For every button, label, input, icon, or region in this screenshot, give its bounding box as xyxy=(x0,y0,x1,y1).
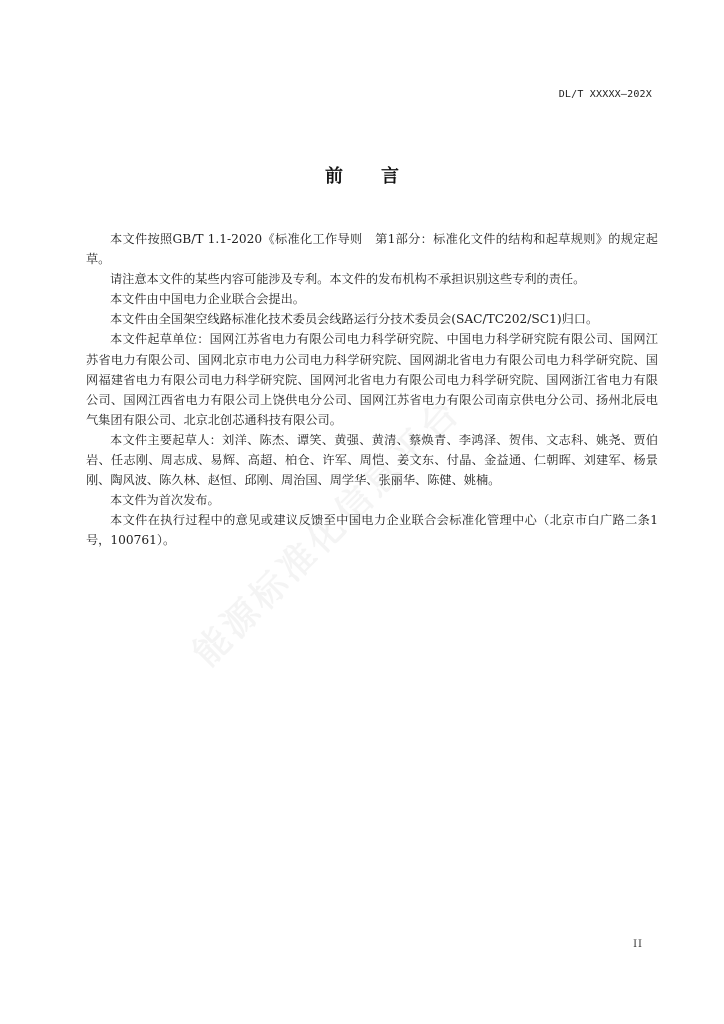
paragraph-drafters: 本文件主要起草人：刘洋、陈杰、谭笑、黄强、黄清、蔡焕青、李鸿泽、贺伟、文志科、姚尧、贾伯岩、任志刚、周志成、易辉、高超、柏仓、许军、周恺、姜文东、付晶、金益通、仁朝晖、刘建军、杨景刚、陶风波、陈久林、赵恒、邱刚、周治国、周学华、张丽华、陈健、姚楠。 xyxy=(86,432,658,488)
paragraph-proposer: 本文件由中国电力企业联合会提出。 xyxy=(110,292,305,307)
page-title: 前言 xyxy=(325,166,437,187)
standard-code: DL/T XXXXX—202X xyxy=(558,89,652,100)
page-number: II xyxy=(633,939,643,950)
paragraph-patent-notice: 请注意本文件的某些内容可能涉及专利。本文件的发布机构不承担识别这些专利的责任。 xyxy=(110,272,586,287)
paragraph-drafting-units: 本文件起草单位：国网江苏省电力有限公司电力科学研究院、中国电力科学研究院有限公司、国网江苏省电力有限公司、国网北京市电力公司电力科学研究院、国网湖北省电力有限公司电力科学研究院、国网福建省电力有限公司电力科学研究院、国网河北省电力有限公司电力科学研究院、国网浙江省电力有限公司、国网江西省电力有限公司上饶供电分公司、国网江苏省电力有限公司南京供电分公司、扬州北辰电气集团有限公司、北京北创芯通科技有限公司。 xyxy=(86,332,658,427)
paragraph-committee: 本文件由全国架空线路标准化技术委员会线路运行分技术委员会(SAC/TC202/SC1)归口。 xyxy=(110,312,599,327)
paragraph-feedback: 本文件在执行过程中的意见或建议反馈至中国电力企业联合会标准化管理中心（北京市白广路二条1号，100761）。 xyxy=(86,513,658,548)
paragraph-first-release: 本文件为首次发布。 xyxy=(110,493,220,508)
foreword-body xyxy=(86,229,658,551)
paragraph-drafting-rules: 本文件按照GB/T 1.1-2020《标准化工作导则 第1部分：标准化文件的结构和起草规则》的规定起草。 xyxy=(86,232,658,267)
